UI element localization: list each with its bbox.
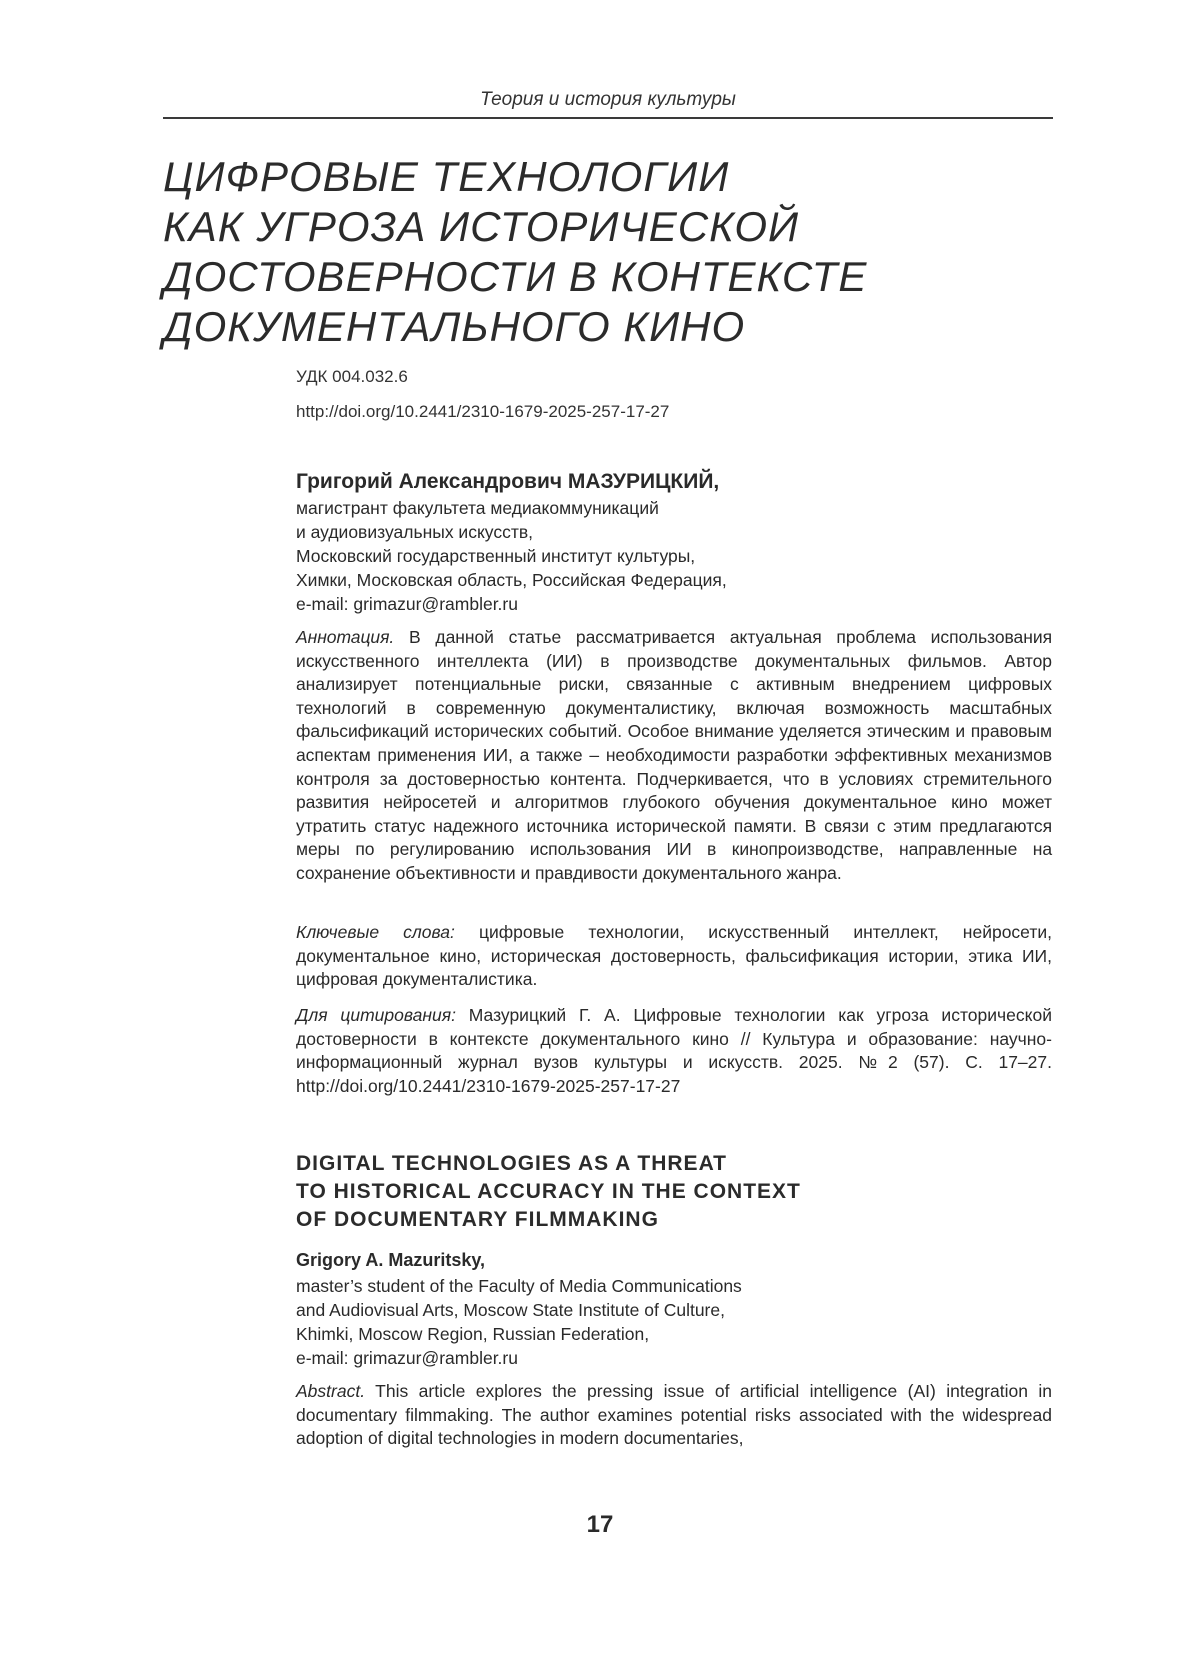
affiliation-line: магистрант факультета медиакоммуникаций [296, 498, 659, 518]
affiliation-line: Химки, Московская область, Российская Федерация, [296, 570, 727, 590]
title-ru-line: ДОСТОВЕРНОСТИ В КОНТЕКСТЕ [163, 253, 868, 300]
abstract-label: Abstract. [296, 1381, 366, 1401]
title-ru-line: ЦИФРОВЫЕ ТЕХНОЛОГИИ [163, 153, 730, 200]
keywords-ru [296, 921, 1052, 992]
citation-ru [296, 1004, 1052, 1098]
citation-text: Мазурицкий Г. А. Цифровые технологии как угроза исторической достоверности в контексте документального кино // Культура и образование: научно-информационный журнал вузов культуры и искусств. 2025. №2 (57). С. 17–27. http://doi.org/10.2441/2310-1679-2025-257-17-27 [296, 1005, 1052, 1096]
affiliation-line: Khimki, Moscow Region, Russian Federation, [296, 1324, 650, 1344]
keywords-text: цифровые технологии, искусственный интеллект, нейросети, документальное кино, историческая достоверность, фальсификация истории, этика ИИ, цифровая документалистика. [296, 922, 1052, 990]
citation-label: Для цитирования: [296, 1005, 456, 1025]
affiliation-line: and Audiovisual Arts, Moscow State Institute of Culture, [296, 1300, 725, 1320]
doi-link[interactable]: http://doi.org/10.2441/2310-1679-2025-257-17-27 [296, 402, 670, 421]
affiliation-line: и аудиовизуальных искусств, [296, 522, 534, 542]
udc-code: УДК 004.032.6 [296, 367, 408, 386]
abstract-text: This article explores the pressing issue of artificial intelligence (AI) integration in documentary filmmaking. The author examines potential risks associated with the widespread adoption of digital technologies in modern documentaries, [296, 1381, 1052, 1449]
annotation-label: Аннотация. [296, 627, 395, 647]
annotation-ru [296, 626, 1052, 886]
author-affiliation-ru [296, 496, 1052, 616]
article-title-en [296, 1150, 1052, 1234]
keywords-label: Ключевые слова: [296, 922, 455, 942]
annotation-text: В данной статье рассматривается актуальная проблема использования искусственного интеллекта (ИИ) в производстве документальных фильмов. Автор анализирует потенциальные риски, связанные с активным внедрением цифровых технологий в современную документалистику, включая возможность масштабных фальсификаций исторических событий. Особое внимание уделяется этическим и правовым аспектам применения ИИ, а также – необходимости разработки эффективных механизмов контроля за достоверностью контента. Подчеркивается, что в условиях стремительного развития нейросетей и алгоритмов глубокого обучения документальное кино может утратить статус надежного источника исторической памяти. В связи с этим предлагаются меры по регулированию использования ИИ в кинопроизводстве, направленные на сохранение объективности и правдивости документального жанра. [296, 627, 1052, 883]
abstract-en [296, 1380, 1052, 1451]
title-en-line: DIGITAL TECHNOLOGIES AS A THREAT [296, 1152, 727, 1175]
author-affiliation-en [296, 1274, 1052, 1370]
title-en-line: OF DOCUMENTARY FILMMAKING [296, 1208, 659, 1231]
author-name-en: Grigory A. Mazuritsky, [296, 1250, 486, 1270]
title-ru-line: ДОКУМЕНТАЛЬНОГО КИНО [163, 303, 746, 350]
affiliation-line: Московский государственный институт культуры, [296, 546, 696, 566]
title-en-line: TO HISTORICAL ACCURACY IN THE CONTEXT [296, 1180, 801, 1203]
page-number: 17 [586, 1511, 614, 1538]
author-email-en[interactable]: e-mail: grimazur@rambler.ru [296, 1348, 518, 1368]
author-name-ru: Григорий Александрович МАЗУРИЦКИЙ, [296, 470, 720, 493]
article-title-ru [163, 152, 1063, 352]
header-rule [163, 117, 1053, 119]
title-ru-line: КАК УГРОЗА ИСТОРИЧЕСКОЙ [163, 203, 800, 250]
running-head: Теория и история культуры [480, 89, 736, 110]
author-email-ru[interactable]: e-mail: grimazur@rambler.ru [296, 594, 518, 614]
affiliation-line: master’s student of the Faculty of Media Communications [296, 1276, 742, 1296]
